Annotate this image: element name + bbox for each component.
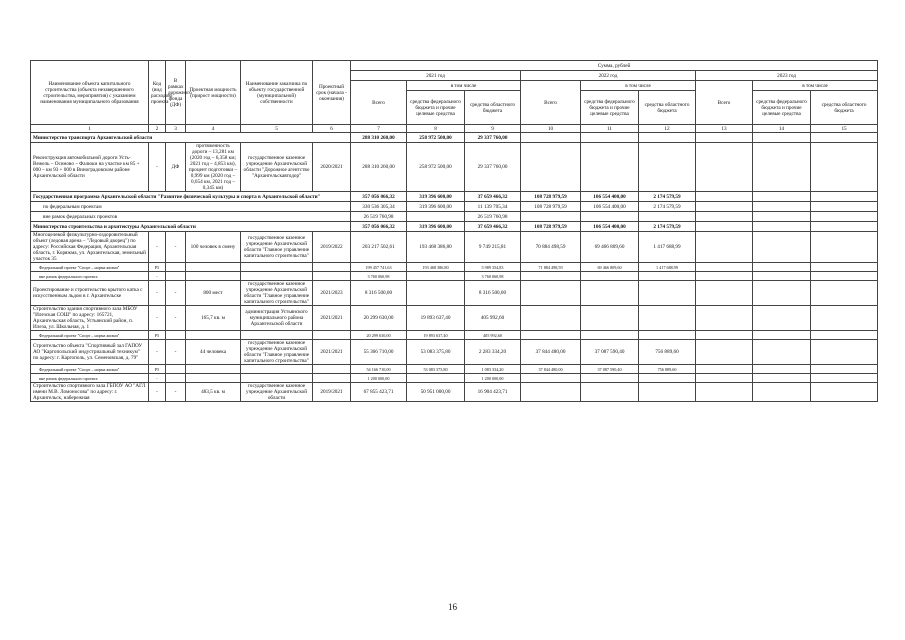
- amount-cell: [753, 281, 811, 306]
- amount-cell: [753, 331, 811, 340]
- amount-cell: 3 760 060,98: [351, 272, 407, 281]
- object-power: 100 человек в смену: [186, 232, 241, 263]
- amount-cell: 11 139 705,34: [465, 202, 521, 212]
- object-term: 2019/2021: [313, 383, 351, 402]
- amount-cell: [753, 212, 811, 222]
- object-term: 2020/2021: [313, 143, 351, 192]
- amount-cell: [521, 143, 581, 192]
- amount-cell: [581, 281, 639, 306]
- empty-cell: [166, 331, 186, 340]
- table-row: [31, 331, 878, 340]
- amount-cell: 20 299 630,00: [351, 331, 407, 340]
- amount-cell: 288 310 260,00: [351, 143, 407, 192]
- empty-cell: [186, 263, 241, 272]
- object-name: Строительство спортивного зала ГБПОУ АО "АГЛ имени М.В. Ломоносова" по адресу: г. Архангельск, набережная: [31, 383, 149, 402]
- fund-header: В рамках дорожного фонда (ДФ): [166, 61, 186, 125]
- object-term: 2021/2023: [313, 281, 351, 306]
- column-number: 12: [639, 125, 696, 133]
- amount-cell: 37 844 480,00: [521, 365, 581, 374]
- object-code: -: [149, 340, 166, 365]
- amount-cell: 55 366 710,00: [351, 340, 407, 365]
- amount-cell: [811, 306, 878, 331]
- amount-cell: 2 174 579,59: [639, 202, 696, 212]
- column-number: 6: [313, 125, 351, 133]
- empty-cell: [166, 365, 186, 374]
- amount-cell: 19 893 637,40: [407, 331, 465, 340]
- amount-cell: [696, 222, 753, 232]
- amount-cell: 258 972 500,00: [407, 143, 465, 192]
- empty-cell: [166, 263, 186, 272]
- amount-cell: 5 989 354,83: [465, 263, 521, 272]
- amount-cell: [753, 383, 811, 402]
- amount-cell: [696, 192, 753, 202]
- amount-cell: 108 728 979,59: [521, 192, 581, 202]
- amount-cell: [753, 143, 811, 192]
- column-number: 15: [811, 125, 878, 133]
- table-row: [31, 143, 878, 192]
- amount-cell: 67 855 423,71: [351, 383, 407, 402]
- amount-cell: 20 299 630,00: [351, 306, 407, 331]
- section-name: Министерство строительства и архитектуры Архангельской области: [31, 222, 351, 232]
- table-row: [31, 232, 878, 263]
- table-row: [31, 365, 878, 374]
- amount-cell: [696, 331, 753, 340]
- amount-cell: [696, 365, 753, 374]
- column-number: 13: [696, 125, 753, 133]
- amount-cell: 3 760 060,98: [465, 272, 521, 281]
- object-power: 483,5 кв. м: [186, 383, 241, 402]
- empty-cell: [186, 365, 241, 374]
- regional-header: средства областного бюджета: [465, 91, 521, 125]
- object-power: 44 человека: [186, 340, 241, 365]
- amount-cell: [696, 263, 753, 272]
- empty-cell: [313, 272, 351, 281]
- total-header: Всего: [351, 81, 407, 125]
- table-row: [31, 133, 878, 143]
- amount-cell: 258 972 500,00: [407, 133, 465, 143]
- amount-cell: 50 951 000,00: [407, 383, 465, 402]
- section-name: Государственная программа Архангельской области "Развитие физической культуры и спорта в Архангельской области": [31, 192, 351, 202]
- amount-cell: [581, 306, 639, 331]
- regional-header: средства областного бюджета: [811, 91, 878, 125]
- amount-cell: [696, 272, 753, 281]
- amount-cell: [811, 272, 878, 281]
- amount-cell: 108 728 979,59: [521, 222, 581, 232]
- subsection-name: по федеральным проектам: [31, 202, 351, 212]
- amount-cell: 54 166 710,00: [351, 365, 407, 374]
- amount-cell: [521, 281, 581, 306]
- amount-cell: [753, 374, 811, 383]
- project-code: P5: [149, 263, 166, 272]
- amount-cell: 71 884 498,59: [521, 263, 581, 272]
- amount-cell: [753, 340, 811, 365]
- object-fund: -: [166, 232, 186, 263]
- empty-cell: [313, 374, 351, 383]
- amount-cell: [696, 212, 753, 222]
- sum-header: Сумма, рублей: [351, 61, 878, 71]
- amount-cell: 193 468 386,80: [407, 263, 465, 272]
- column-number: 11: [581, 125, 639, 133]
- amount-cell: 8 316 500,00: [465, 281, 521, 306]
- amount-cell: 319 396 600,00: [407, 192, 465, 202]
- object-customer: государственное казенное учреждение Архангельской области "Главное управление капитального строительства": [241, 232, 313, 263]
- amount-cell: 37 659 466,32: [465, 222, 521, 232]
- total-header: Всего: [521, 81, 581, 125]
- total-header: Всего: [696, 81, 753, 125]
- amount-cell: [696, 281, 753, 306]
- amount-cell: 29 337 760,00: [465, 143, 521, 192]
- section-name: Министерство транспорта Архангельской области: [31, 133, 351, 143]
- empty-cell: [241, 263, 313, 272]
- amount-cell: [696, 374, 753, 383]
- column-number: 3: [166, 125, 186, 133]
- amount-cell: [521, 212, 581, 222]
- table-row: [31, 383, 878, 402]
- object-name: Реконструкция автомобильной дороги Усть-Вежель – Осиново – Фалюки на участке км 85 + 000 – км 93 + 000 в Виноградовском районе Архангельской области: [31, 143, 149, 192]
- object-fund: -: [166, 281, 186, 306]
- amount-cell: 357 056 066,32: [351, 192, 407, 202]
- column-number: 14: [753, 125, 811, 133]
- amount-cell: [521, 306, 581, 331]
- object-customer: государственное казенное учреждение Архангельской области: [241, 383, 313, 402]
- incl-header: в том числе: [753, 81, 878, 91]
- amount-cell: [811, 340, 878, 365]
- object-fund: -: [166, 306, 186, 331]
- amount-cell: 53 083 375,80: [407, 340, 465, 365]
- object-customer: государственное казенное учреждение Архангельской области "Главное управление капитального строительства": [241, 281, 313, 306]
- amount-cell: 108 728 979,59: [521, 202, 581, 212]
- column-number: 5: [241, 125, 313, 133]
- object-customer: администрация Устьянского муниципального района Архангельской области: [241, 306, 313, 331]
- object-customer: государственное казенное учреждение Архангельской области "Главное управление капитального строительства": [241, 340, 313, 365]
- amount-cell: [581, 331, 639, 340]
- project-name: вне рамок федерального проекта: [31, 374, 149, 383]
- amount-cell: 405 992,60: [465, 331, 521, 340]
- object-code: -: [149, 232, 166, 263]
- amount-cell: [811, 374, 878, 383]
- project-name: Федеральный проект "Спорт – норма жизни": [31, 331, 149, 340]
- amount-cell: 756 889,60: [639, 340, 696, 365]
- page-number: 16: [448, 602, 457, 612]
- column-number: 10: [521, 125, 581, 133]
- object-power: 800 мест: [186, 281, 241, 306]
- code-header: Код (вид расходов) проекта: [149, 61, 166, 125]
- object-name: Многоцелевой физкультурно-оздоровительный объект (ледовая арена – "Ледовый дворец") по адресу: Российская Федерация, Архангельская область, г. Коряжма, ул. Архангельская, земельный участок 35: [31, 232, 149, 263]
- amount-cell: [753, 222, 811, 232]
- table-row: [31, 272, 878, 281]
- amount-cell: [407, 374, 465, 383]
- amount-cell: 8 316 500,00: [351, 281, 407, 306]
- amount-cell: 53 083 375,80: [407, 365, 465, 374]
- amount-cell: 16 904 423,71: [465, 383, 521, 402]
- amount-cell: [811, 365, 878, 374]
- amount-cell: [407, 272, 465, 281]
- object-customer: государственное казенное учреждение Архангельской области "Дорожное агентство "Архангельскавтодор": [241, 143, 313, 192]
- amount-cell: 26 519 760,98: [351, 212, 407, 222]
- project-name: Федеральный проект "Спорт – норма жизни": [31, 263, 149, 272]
- object-power: 165,7 кв. м: [186, 306, 241, 331]
- amount-cell: 330 536 305,34: [351, 202, 407, 212]
- regional-header: средства областного бюджета: [639, 91, 696, 125]
- column-number: 1: [31, 125, 149, 133]
- amount-cell: 69 466 809,60: [581, 232, 639, 263]
- amount-cell: 405 992,60: [465, 306, 521, 331]
- table-row: [31, 222, 878, 232]
- amount-cell: [639, 272, 696, 281]
- amount-cell: 37 087 590,40: [581, 340, 639, 365]
- table-row: [31, 212, 878, 222]
- amount-cell: 1 417 688,99: [639, 263, 696, 272]
- amount-cell: [696, 340, 753, 365]
- amount-cell: [811, 331, 878, 340]
- amount-cell: [696, 306, 753, 331]
- amount-cell: [811, 232, 878, 263]
- amount-cell: 26 519 760,98: [465, 212, 521, 222]
- appendix-table: [30, 60, 878, 402]
- name-header: Наименование объекта капитального строительства (объекта незавершенного строительства, мероприятия) с указанием наименования муниципального образования: [31, 61, 149, 125]
- amount-cell: [521, 331, 581, 340]
- amount-cell: 106 554 400,00: [581, 222, 639, 232]
- amount-cell: [811, 222, 878, 232]
- table-row: [31, 340, 878, 365]
- year-2022-header: 2022 год: [521, 71, 696, 81]
- amount-cell: 19 893 637,40: [407, 306, 465, 331]
- amount-cell: [639, 374, 696, 383]
- amount-cell: 1 200 000,00: [351, 374, 407, 383]
- table-row: [31, 374, 878, 383]
- project-code: -: [149, 272, 166, 281]
- column-number: 4: [186, 125, 241, 133]
- federal-header: средства федерального бюджета и прочие целевые средства: [581, 91, 639, 125]
- amount-cell: [753, 263, 811, 272]
- amount-cell: 199 457 741,63: [351, 263, 407, 272]
- amount-cell: 756 889,60: [639, 365, 696, 374]
- customer-header: Наименование заказчика по объекту государственной (муниципальной) собственности: [241, 61, 313, 125]
- object-name: Проектирование и строительство крытого катка с искусственным льдом в г. Архангельске: [31, 281, 149, 306]
- amount-cell: [639, 331, 696, 340]
- object-fund: -: [166, 383, 186, 402]
- object-fund: -: [166, 340, 186, 365]
- amount-cell: [696, 202, 753, 212]
- amount-cell: 193 468 386,80: [407, 232, 465, 263]
- empty-cell: [241, 374, 313, 383]
- federal-header: средства федерального бюджета и прочие целевые средства: [753, 91, 811, 125]
- amount-cell: 37 087 590,40: [581, 365, 639, 374]
- amount-cell: [811, 202, 878, 212]
- table-row: [31, 192, 878, 202]
- amount-cell: [696, 232, 753, 263]
- column-number: 9: [465, 125, 521, 133]
- amount-cell: 2 283 334,20: [465, 340, 521, 365]
- amount-cell: [753, 192, 811, 202]
- federal-header: средства федерального бюджета и прочие целевые средства: [407, 91, 465, 125]
- empty-cell: [313, 263, 351, 272]
- object-term: 2019/2022: [313, 232, 351, 263]
- empty-cell: [313, 331, 351, 340]
- amount-cell: [639, 383, 696, 402]
- amount-cell: [753, 202, 811, 212]
- amount-cell: [696, 383, 753, 402]
- amount-cell: 106 554 400,00: [581, 202, 639, 212]
- column-number: 8: [407, 125, 465, 133]
- empty-cell: [313, 365, 351, 374]
- table-row: [31, 202, 878, 212]
- amount-cell: [811, 281, 878, 306]
- object-code: -: [149, 143, 166, 192]
- amount-cell: 69 466 809,60: [581, 263, 639, 272]
- project-code: P5: [149, 365, 166, 374]
- table-row: [31, 306, 878, 331]
- project-code: -: [149, 374, 166, 383]
- amount-cell: [521, 383, 581, 402]
- amount-cell: [639, 306, 696, 331]
- amount-cell: 288 310 260,00: [351, 133, 407, 143]
- amount-cell: [581, 133, 639, 143]
- object-name: Строительство объекта "Спортивный зал ГАПОУ АО "Каргопольский индустриальный техникум" по адресу: г. Каргополь, ул. Семеновская, д. 79": [31, 340, 149, 365]
- object-code: -: [149, 383, 166, 402]
- column-number: 2: [149, 125, 166, 133]
- amount-cell: [521, 272, 581, 281]
- table-row: [31, 263, 878, 272]
- incl-header: в том числе: [407, 81, 521, 91]
- amount-cell: [811, 383, 878, 402]
- object-power: протяженность дороги – 13,281 км (2020 год – 6,358 км; 2021 год – 4,853 км), процент подготовки – 0,999 км (2020 год – 0,654 км, 2021 год – 0,345 км): [186, 143, 241, 192]
- term-header: Проектный срок (начала - окончания): [313, 61, 351, 125]
- empty-cell: [241, 365, 313, 374]
- amount-cell: [581, 212, 639, 222]
- amount-cell: [753, 365, 811, 374]
- amount-cell: 70 884 498,59: [521, 232, 581, 263]
- amount-cell: [521, 133, 581, 143]
- amount-cell: 2 174 579,59: [639, 222, 696, 232]
- amount-cell: 106 554 400,00: [581, 192, 639, 202]
- amount-cell: [407, 212, 465, 222]
- amount-cell: [639, 143, 696, 192]
- amount-cell: [811, 263, 878, 272]
- amount-cell: [639, 133, 696, 143]
- year-2021-header: 2021 год: [351, 71, 521, 81]
- amount-cell: 2 174 579,59: [639, 192, 696, 202]
- empty-cell: [166, 272, 186, 281]
- empty-cell: [186, 272, 241, 281]
- amount-cell: 319 396 600,00: [407, 202, 465, 212]
- empty-cell: [241, 331, 313, 340]
- amount-cell: [581, 374, 639, 383]
- amount-cell: [811, 192, 878, 202]
- amount-cell: 29 337 760,00: [465, 133, 521, 143]
- object-term: 2021/2021: [313, 340, 351, 365]
- amount-cell: [753, 133, 811, 143]
- amount-cell: [753, 232, 811, 263]
- power-header: Проектная мощность (прирост мощности): [186, 61, 241, 125]
- amount-cell: 9 749 215,81: [465, 232, 521, 263]
- amount-cell: [521, 374, 581, 383]
- amount-cell: 319 396 600,00: [407, 222, 465, 232]
- empty-cell: [186, 331, 241, 340]
- amount-cell: 1 417 688,99: [639, 232, 696, 263]
- amount-cell: [407, 281, 465, 306]
- amount-cell: [811, 143, 878, 192]
- amount-cell: [811, 133, 878, 143]
- amount-cell: 37 844 480,00: [521, 340, 581, 365]
- amount-cell: [753, 272, 811, 281]
- object-name: Строительство здания спортивного зала МБОУ "Илезская СОШ" по адресу: 165721, Архангельская область, Устьянский район, п. Илеза, ул. Школьная, д. 1: [31, 306, 149, 331]
- amount-cell: [753, 306, 811, 331]
- amount-cell: [696, 133, 753, 143]
- amount-cell: [696, 143, 753, 192]
- amount-cell: [639, 212, 696, 222]
- incl-header: в том числе: [581, 81, 696, 91]
- amount-cell: [811, 212, 878, 222]
- object-code: -: [149, 281, 166, 306]
- year-2023-header: 2023 год: [696, 71, 878, 81]
- object-term: 2021/2021: [313, 306, 351, 331]
- amount-cell: 37 659 466,32: [465, 192, 521, 202]
- project-name: вне рамок федерального проекта: [31, 272, 149, 281]
- empty-cell: [186, 374, 241, 383]
- empty-cell: [241, 272, 313, 281]
- object-fund: ДФ: [166, 143, 186, 192]
- subsection-name: вне рамок федеральных проектов: [31, 212, 351, 222]
- project-name: Федеральный проект "Спорт – норма жизни": [31, 365, 149, 374]
- amount-cell: 1 083 334,20: [465, 365, 521, 374]
- object-code: -: [149, 306, 166, 331]
- column-number: 7: [351, 125, 407, 133]
- amount-cell: 203 217 502,61: [351, 232, 407, 263]
- amount-cell: [639, 281, 696, 306]
- amount-cell: [581, 272, 639, 281]
- amount-cell: [581, 143, 639, 192]
- empty-cell: [166, 374, 186, 383]
- amount-cell: 1 200 000,00: [465, 374, 521, 383]
- amount-cell: [581, 383, 639, 402]
- table-row: [31, 281, 878, 306]
- amount-cell: 357 056 066,32: [351, 222, 407, 232]
- project-code: P5: [149, 331, 166, 340]
